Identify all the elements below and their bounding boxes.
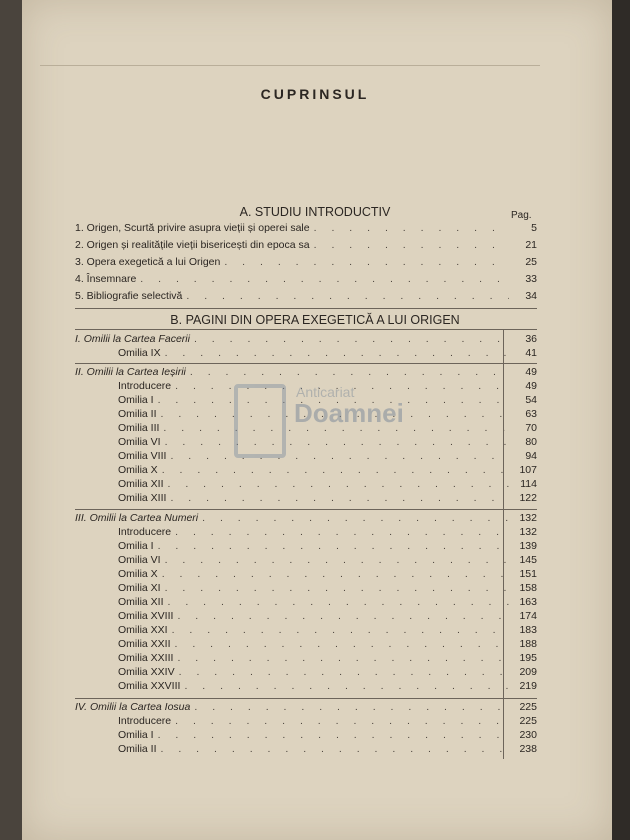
- page-column-rule: [503, 329, 504, 759]
- toc-entry-label: Omilia IX: [118, 347, 161, 359]
- toc-entry-label: 3. Opera exegetică a lui Origen: [75, 256, 221, 268]
- toc-entry-page: 114: [520, 478, 537, 490]
- toc-entry[interactable]: [118, 478, 537, 492]
- toc-entry[interactable]: [118, 464, 537, 478]
- leader-dots: [162, 568, 509, 580]
- leader-dots: [314, 222, 509, 234]
- leader-dots: [175, 638, 509, 650]
- leader-dots: [168, 596, 509, 608]
- leader-dots: [158, 540, 509, 552]
- leader-dots: [140, 273, 509, 285]
- toc-group-label: IV. Omilii la Cartea Iosua: [75, 701, 191, 713]
- toc-entry-label: Omilia XVIII: [118, 610, 174, 622]
- toc-group-page: 225: [519, 701, 537, 713]
- leader-dots: [224, 256, 509, 268]
- leader-dots: [177, 610, 509, 622]
- toc-entry-page: 225: [519, 715, 537, 727]
- toc-group-label: II. Omilii la Cartea Ieșirii: [75, 366, 186, 378]
- leader-dots: [161, 743, 509, 755]
- top-rule: [40, 65, 540, 66]
- book-binding-edge: [0, 0, 22, 840]
- leader-dots: [165, 554, 509, 566]
- toc-entry-page: 230: [519, 729, 537, 741]
- toc-entry[interactable]: [75, 290, 537, 304]
- toc-entry[interactable]: [118, 666, 537, 680]
- leader-dots: [177, 652, 509, 664]
- page-title: CUPRINSUL: [260, 86, 370, 102]
- toc-entry-label: Omilia VI: [118, 554, 161, 566]
- toc-group-heading[interactable]: [75, 701, 537, 715]
- toc-entry-label: 4. Însemnare: [75, 273, 137, 285]
- page-column-label: Pag.: [511, 210, 532, 221]
- leader-dots: [175, 526, 509, 538]
- section-a-heading: A. STUDIU INTRODUCTIV: [239, 205, 391, 219]
- toc-entry-page: 34: [525, 290, 537, 302]
- toc-entry[interactable]: [75, 273, 537, 287]
- toc-entry-page: 188: [519, 638, 537, 650]
- toc-entry-label: Omilia VI: [118, 436, 161, 448]
- toc-entry[interactable]: [118, 596, 537, 610]
- toc-entry-label: Omilia XII: [118, 478, 164, 490]
- toc-group-label: I. Omilii la Cartea Facerii: [75, 333, 190, 345]
- toc-entry-page: 54: [525, 394, 537, 406]
- toc-group-heading[interactable]: [75, 512, 537, 526]
- leader-dots: [190, 366, 509, 378]
- toc-entry-label: Omilia XIII: [118, 492, 167, 504]
- toc-entry-page: 63: [525, 408, 537, 420]
- leader-dots: [172, 624, 509, 636]
- toc-entry-label: Omilia II: [118, 743, 157, 755]
- page-shadow-edge: [612, 0, 630, 840]
- toc-entry-page: 132: [519, 526, 537, 538]
- leader-dots: [165, 347, 509, 359]
- toc-entry[interactable]: [118, 729, 537, 743]
- toc-entry-label: 1. Origen, Scurtă privire asupra vieții și operei sale: [75, 222, 310, 234]
- toc-entry[interactable]: [118, 582, 537, 596]
- toc-entry-label: Omilia XI: [118, 582, 161, 594]
- toc-entry[interactable]: [118, 554, 537, 568]
- toc-entry[interactable]: [118, 347, 537, 361]
- toc-entry-label: Omilia XXII: [118, 638, 171, 650]
- toc-entry-label: Omilia VIII: [118, 450, 167, 462]
- bookstore-logo-icon: [234, 384, 286, 458]
- toc-entry-page: 41: [525, 347, 537, 359]
- toc-entry-page: 33: [525, 273, 537, 285]
- toc-entry[interactable]: [118, 652, 537, 666]
- toc-entry[interactable]: [118, 492, 537, 506]
- toc-entry-page: 174: [519, 610, 537, 622]
- toc-entry-page: 70: [525, 422, 537, 434]
- toc-entry-page: 25: [525, 256, 537, 268]
- toc-entry-page: 209: [519, 666, 537, 678]
- section-b-heading: B. PAGINI DIN OPERA EXEGETICĂ A LUI ORIGEN: [170, 313, 460, 327]
- toc-entry-label: Omilia I: [118, 729, 154, 741]
- toc-entry-label: Introducere: [118, 526, 172, 538]
- toc-entry[interactable]: [118, 680, 537, 694]
- toc-entry-page: 122: [519, 492, 537, 504]
- toc-group-heading[interactable]: [75, 333, 537, 347]
- section-divider: [75, 329, 537, 330]
- toc-group-page: 132: [519, 512, 537, 524]
- toc-entry-label: Omilia III: [118, 422, 160, 434]
- toc-entry-label: Omilia I: [118, 540, 154, 552]
- group-divider: [75, 698, 537, 699]
- toc-entry-label: Omilia II: [118, 408, 157, 420]
- toc-group-heading[interactable]: [75, 366, 537, 380]
- toc-entry-label: Omilia XXIII: [118, 652, 174, 664]
- leader-dots: [168, 478, 509, 490]
- leader-dots: [184, 680, 509, 692]
- toc-entry-page: 183: [519, 624, 537, 636]
- toc-entry[interactable]: [118, 610, 537, 624]
- watermark-logo: [234, 380, 404, 465]
- leader-dots: [202, 512, 509, 524]
- leader-dots: [186, 290, 509, 302]
- leader-dots: [175, 715, 509, 727]
- leader-dots: [162, 464, 509, 476]
- toc-entry-label: Omilia XXIV: [118, 666, 175, 678]
- watermark-line2: Doamnei: [294, 398, 404, 428]
- toc-entry-page: 21: [525, 239, 537, 251]
- leader-dots: [158, 729, 509, 741]
- toc-entry[interactable]: [118, 715, 537, 729]
- toc-entry-label: Omilia X: [118, 464, 158, 476]
- toc-entry-page: 238: [519, 743, 537, 755]
- toc-entry[interactable]: [118, 624, 537, 638]
- leader-dots: [314, 239, 509, 251]
- toc-group-page: 36: [525, 333, 537, 345]
- toc-entry[interactable]: [118, 526, 537, 540]
- leader-dots: [194, 333, 509, 345]
- toc-entry-page: 158: [519, 582, 537, 594]
- toc-entry-label: Omilia XXI: [118, 624, 168, 636]
- toc-entry-label: Omilia XII: [118, 596, 164, 608]
- toc-group-page: 49: [525, 366, 537, 378]
- toc-entry-label: 5. Bibliografie selectivă: [75, 290, 183, 302]
- toc-entry[interactable]: [118, 540, 537, 554]
- toc-entry-page: 94: [525, 450, 537, 462]
- toc-entry[interactable]: [118, 743, 537, 757]
- toc-entry-label: Omilia XXVIII: [118, 680, 181, 692]
- leader-dots: [165, 582, 509, 594]
- toc-entry[interactable]: [75, 256, 537, 270]
- section-divider: [75, 308, 537, 309]
- group-divider: [75, 363, 537, 364]
- leader-dots: [170, 492, 509, 504]
- toc-entry[interactable]: [118, 568, 537, 582]
- toc-entry-page: 151: [519, 568, 537, 580]
- toc-entry-label: 2. Origen și realitățile vieții bisericești din epoca sa: [75, 239, 310, 251]
- toc-group-label: III. Omilii la Cartea Numeri: [75, 512, 199, 524]
- toc-entry[interactable]: [75, 222, 537, 236]
- toc-entry-page: 163: [519, 596, 537, 608]
- toc-entry-page: 139: [519, 540, 537, 552]
- leader-dots: [179, 666, 509, 678]
- toc-entry-label: Omilia I: [118, 394, 154, 406]
- toc-entry-label: Introducere: [118, 380, 172, 392]
- toc-entry-page: 5: [531, 222, 537, 234]
- toc-entry-label: Omilia X: [118, 568, 158, 580]
- toc-entry[interactable]: [118, 638, 537, 652]
- toc-entry-page: 107: [519, 464, 537, 476]
- watermark-line1: Anticariat: [296, 384, 355, 400]
- toc-entry-page: 145: [519, 554, 537, 566]
- toc-entry-page: 195: [519, 652, 537, 664]
- toc-entry-page: 49: [525, 380, 537, 392]
- toc-entry[interactable]: [75, 239, 537, 253]
- toc-entry-page: 80: [525, 436, 537, 448]
- group-divider: [75, 509, 537, 510]
- toc-entry-label: Introducere: [118, 715, 172, 727]
- toc-entry-page: 219: [519, 680, 537, 692]
- leader-dots: [194, 701, 509, 713]
